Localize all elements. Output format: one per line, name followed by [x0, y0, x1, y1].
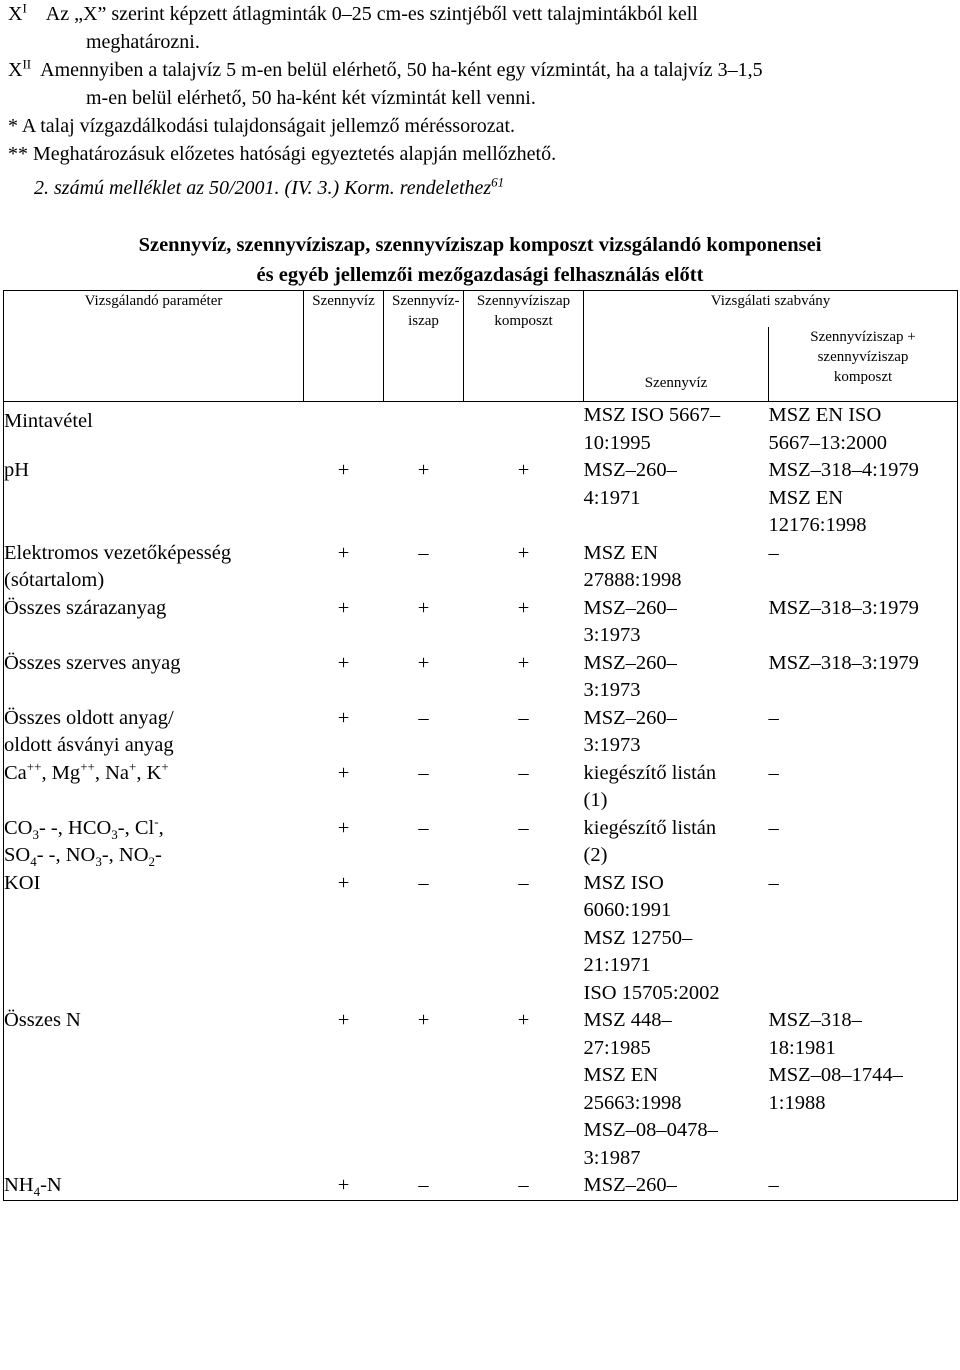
- komposzt-cell: –: [518, 816, 529, 839]
- annex-reference: [8, 174, 953, 202]
- annex-text: 2. számú melléklet az 50/2001. (IV. 3.) Korm. rendelethez: [34, 177, 492, 199]
- table-title-line1: Szennyvíz, szennyvíziszap, szennyvíziszap komposzt vizsgálandó komponensei: [138, 234, 822, 256]
- parameter-cell: Összes szerves anyag: [4, 651, 181, 674]
- table-row: [4, 650, 958, 705]
- szennyviz-cell: +: [337, 459, 350, 481]
- parameter-cell: Elektromos vezetőképesség (sótartalom): [4, 541, 232, 591]
- standard-iszap-cell: –: [768, 706, 779, 729]
- footnotes: [8, 0, 953, 202]
- komposzt-cell: –: [518, 706, 529, 729]
- standard-szennyviz-cell: MSZ ISO 6060:1991 MSZ 12750– 21:1971 ISO 15705:2002: [583, 871, 720, 1004]
- szennyviz-cell: +: [337, 596, 350, 619]
- note-xii-text: Amennyiben a talajvíz 5 m-en belül elérhető, 50 ha-ként egy vízmintát, ha a talajvíz 3–1,5: [40, 59, 763, 81]
- szennyviz-cell: +: [337, 706, 350, 729]
- komposzt-cell: +: [517, 596, 530, 619]
- komposzt-cell: +: [517, 1009, 530, 1031]
- note-xii-mark: X: [8, 59, 23, 81]
- komposzt-cell: [464, 402, 584, 458]
- szennyviz-cell: +: [337, 816, 350, 839]
- standard-iszap-cell: –: [768, 871, 779, 894]
- komposzt-cell: +: [517, 651, 530, 674]
- standard-szennyviz-cell: MSZ–260– 3:1973: [583, 651, 677, 701]
- components-table: [3, 290, 958, 1201]
- header-iszap: Szennyvíz-iszap: [384, 291, 464, 402]
- standard-iszap-cell: MSZ–318–3:1979: [768, 651, 919, 674]
- parameter-cell: $CO_3-$ -, $HCO_3-$, Cl-, $SO_4-$ -, $NO_3-$, $NO_2-$: [4, 813, 164, 870]
- iszap-cell: +: [417, 596, 430, 619]
- iszap-cell: +: [417, 459, 430, 481]
- szennyviz-cell: +: [337, 541, 350, 564]
- parameter-cell: Összes szárazanyag: [4, 596, 167, 619]
- table-row: [4, 815, 958, 870]
- parameter-cell: Összes N: [4, 1009, 81, 1031]
- note-xi-cont: meghatározni.: [86, 31, 200, 53]
- standard-szennyviz-cell: MSZ–260– 3:1973: [583, 596, 677, 646]
- iszap-cell: –: [418, 706, 429, 729]
- header-std-iszap-komposzt: Szennyvíziszap + szennyvíziszap komposzt: [769, 327, 958, 402]
- szennyviz-cell: +: [337, 651, 350, 674]
- note-xi-sup: I: [22, 0, 27, 16]
- note-xi: [8, 0, 953, 28]
- parameter-cell: Összes oldott anyag/ oldott ásványi anyag: [4, 706, 174, 756]
- table-title-line2: és egyéb jellemzői mezőgazdasági felhasználás előtt: [256, 264, 704, 286]
- iszap-cell: –: [418, 871, 429, 894]
- header-komposzt: Szennyvíziszap komposzt: [464, 291, 584, 402]
- header-parameter: Vizsgálandó paraméter: [4, 291, 304, 402]
- standard-szennyviz-cell: MSZ–260– 3:1973: [583, 706, 677, 756]
- standard-szennyviz-cell: MSZ ISO 5667– 10:1995: [583, 404, 721, 454]
- komposzt-cell: +: [517, 541, 530, 564]
- standard-szennyviz-cell: MSZ–260–: [583, 1174, 677, 1196]
- standard-iszap-cell: MSZ–318–4:1979 MSZ EN 12176:1998: [768, 459, 919, 536]
- table-row: [4, 402, 958, 458]
- note-star2: ** Meghatározásuk előzetes hatósági egyeztetés alapján mellőzhető.: [8, 143, 557, 165]
- table-row: [4, 705, 958, 760]
- table-row: [4, 595, 958, 650]
- parameter-cell: Ca++, Mg++, Na+, K+: [4, 758, 169, 784]
- parameter-cell: $NH_4-N$: [4, 1174, 62, 1200]
- standard-iszap-cell: –: [768, 541, 779, 564]
- szennyviz-cell: +: [337, 871, 350, 894]
- szennyviz-cell: +: [337, 1009, 350, 1031]
- standard-iszap-cell: MSZ–318– 18:1981 MSZ–08–1744– 1:1988: [768, 1009, 903, 1114]
- standard-iszap-cell: –: [768, 1174, 779, 1196]
- note-star1: * A talaj vízgazdálkodási tulajdonságait jellemző méréssorozat.: [8, 115, 516, 137]
- standard-iszap-cell: –: [768, 761, 779, 784]
- komposzt-cell: –: [518, 871, 529, 894]
- szennyviz-cell: +: [337, 761, 350, 784]
- table-row: [4, 457, 958, 540]
- komposzt-cell: –: [518, 761, 529, 784]
- parameter-cell: pH: [4, 459, 30, 481]
- komposzt-cell: +: [517, 459, 530, 481]
- standard-szennyviz-cell: kiegészítő listán (2): [583, 816, 717, 866]
- szennyviz-cell: [304, 402, 384, 458]
- iszap-cell: +: [417, 651, 430, 674]
- table-row: [4, 1007, 958, 1172]
- standard-iszap-cell: MSZ–318–3:1979: [768, 596, 919, 619]
- iszap-cell: –: [418, 1174, 429, 1196]
- note-xii-sup: II: [22, 56, 32, 72]
- annex-footnote-link[interactable]: 61: [491, 174, 505, 190]
- iszap-cell: –: [418, 541, 429, 564]
- szennyviz-cell: +: [337, 1174, 350, 1196]
- parameter-cell: Mintavétel: [4, 410, 93, 432]
- header-szennyviz: Szennyvíz: [304, 291, 384, 402]
- komposzt-cell: –: [518, 1174, 529, 1196]
- header-standard-group: Vizsgálati szabvány: [710, 293, 831, 309]
- iszap-cell: –: [418, 761, 429, 784]
- iszap-cell: +: [417, 1009, 430, 1031]
- standard-szennyviz-cell: MSZ–260– 4:1971: [583, 459, 677, 509]
- standard-szennyviz-cell: MSZ EN 27888:1998: [583, 541, 682, 591]
- standard-szennyviz-cell: kiegészítő listán (1): [583, 761, 717, 811]
- header-std-szennyviz: Szennyvíz: [584, 327, 769, 402]
- iszap-cell: –: [418, 816, 429, 839]
- note-xi-mark: X: [8, 3, 23, 25]
- table-row: [4, 870, 958, 1008]
- iszap-cell: [384, 402, 464, 458]
- table-row: [4, 1172, 958, 1200]
- note-xi-text: Az „X” szerint képzett átlagminták 0–25 cm-es szintjéből vett talajmintákból kell: [45, 3, 698, 25]
- table-row: [4, 760, 958, 815]
- note-xii: [8, 56, 953, 84]
- note-xii-cont: m-en belül elérhető, 50 ha-ként két vízmintát kell venni.: [86, 87, 536, 109]
- standard-iszap-cell: MSZ EN ISO 5667–13:2000: [768, 404, 887, 454]
- table-row: [4, 540, 958, 595]
- standard-szennyviz-cell: MSZ 448– 27:1985 MSZ EN 25663:1998 MSZ–08–0478– 3:1987: [583, 1009, 718, 1169]
- parameter-cell: KOI: [4, 871, 41, 894]
- standard-iszap-cell: –: [768, 816, 779, 839]
